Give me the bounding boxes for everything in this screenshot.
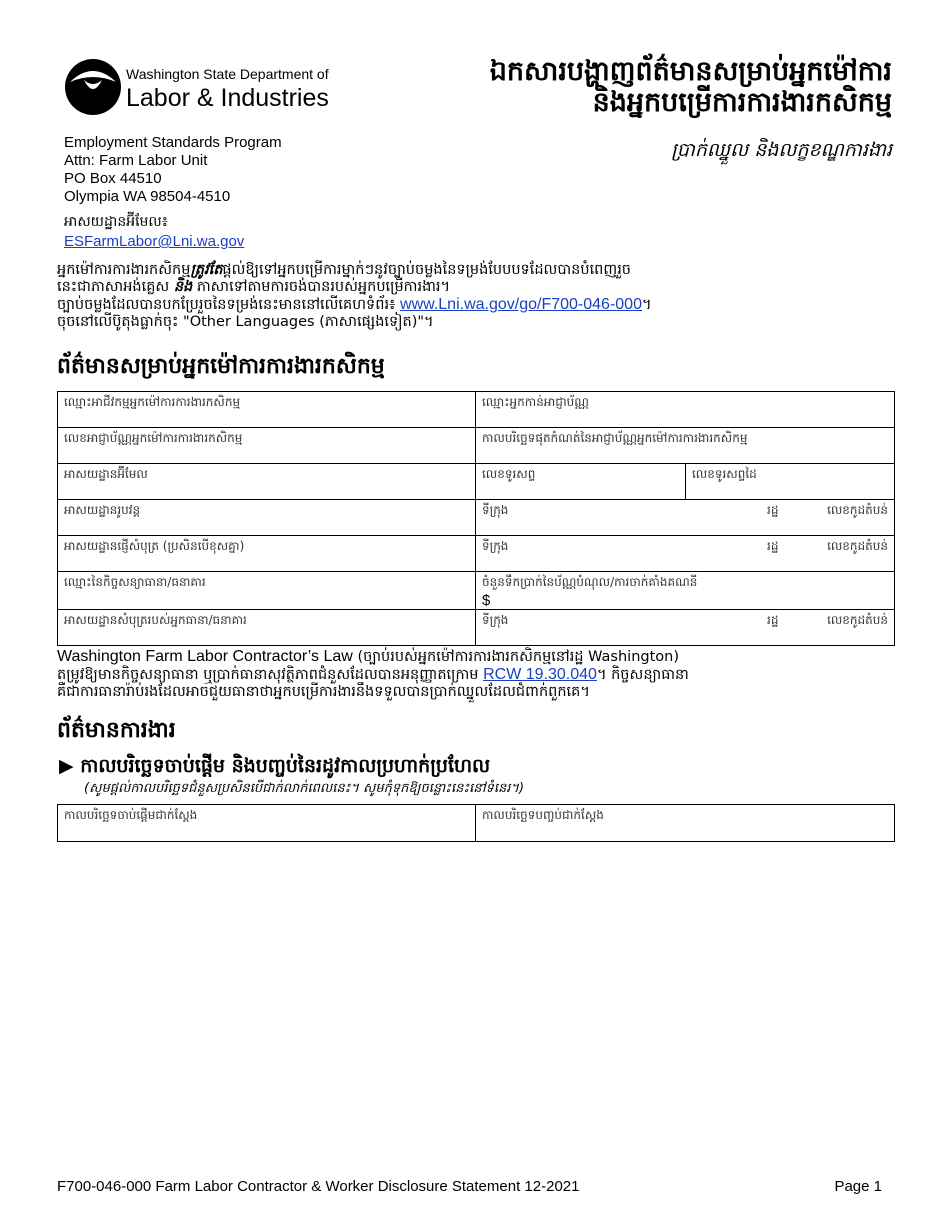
- dollar-sign: $: [482, 592, 491, 609]
- surety-address-field[interactable]: [58, 610, 476, 646]
- title-line-1: ឯកសារបង្ហាញព័ត៌មានសម្រាប់អ្នកម៉ៅការ: [489, 56, 892, 87]
- city-label: ទីក្រុង: [482, 503, 509, 517]
- license-expiration-field[interactable]: [476, 428, 895, 464]
- zip-label: លេខកូដតំបន់: [827, 503, 888, 517]
- zip-label: លេខកូដតំបន់: [827, 613, 888, 627]
- license-number-field[interactable]: [58, 428, 476, 464]
- field-label: លេខទូរសព្ទដៃ: [692, 467, 757, 481]
- field-label: កាលបរិច្ឆេទផុតកំណត់នៃអាជ្ញាប័ណ្ណអ្នកម៉ៅការការងារកសិកម្ម: [482, 431, 748, 445]
- address-line: Olympia WA 98504-4510: [64, 188, 231, 205]
- rcw-link[interactable]: RCW 19.30.040: [483, 666, 597, 683]
- email-link[interactable]: ESFarmLabor@Lni.wa.gov: [64, 233, 245, 250]
- email-block: [64, 212, 244, 252]
- business-name-field[interactable]: [58, 392, 476, 428]
- table-row: [58, 500, 895, 536]
- field-label: លេខទូរសព្ទ: [482, 467, 536, 481]
- physical-address-field[interactable]: [58, 500, 476, 536]
- table-row: [58, 392, 895, 428]
- field-label: កាលបរិច្ឆេទចាប់ផ្តើមជាក់ស្តែង: [64, 808, 198, 822]
- title-line-2: និងអ្នកបម្រើការការងារកសិកម្ម: [592, 87, 892, 118]
- surety-name-field[interactable]: [58, 572, 476, 610]
- field-label: ឈ្មោះនៃកិច្ចសន្យាធានា/ធនាគារ: [64, 575, 206, 589]
- intro-and-emphasis: និង: [173, 279, 193, 295]
- city-label: ទីក្រុង: [482, 539, 509, 553]
- season-dates-heading: [59, 754, 490, 782]
- zip-label: លេខកូដតំបន់: [827, 539, 888, 553]
- phone-field[interactable]: [476, 464, 686, 500]
- contractor-info-table: [57, 391, 895, 646]
- address-line: Attn: Farm Labor Unit: [64, 152, 208, 169]
- season-dates-title: កាលបរិច្ឆេទចាប់ផ្តើម និងបញ្ចប់នៃរដូវកាលប្រហាក់ប្រហែល: [80, 755, 491, 777]
- intro-paragraph: [57, 262, 897, 331]
- intro-text: ចុចនៅលើប៊ូតុងធ្លាក់ចុះ "Other Languages (ភាសាផ្សេងទៀត)"។: [57, 314, 434, 330]
- mailing-address-block: [64, 134, 282, 206]
- lni-logo-mark-icon: [62, 54, 124, 120]
- law-text: (ច្បាប់របស់អ្នកម៉ៅការការងារកសិកម្មនៅរដ្ឋ Washington): [357, 649, 679, 665]
- contractor-section-heading: ព័ត៌មានសម្រាប់អ្នកម៉ៅការការងារកសិកម្ម: [57, 354, 385, 379]
- field-label: អាសយដ្ឋានសំបុត្ររបស់អ្នកធានា/ធនាគារ: [64, 613, 247, 627]
- start-date-field[interactable]: [58, 805, 476, 842]
- job-section-heading: ព័ត៌មានការងារ: [57, 718, 176, 743]
- end-date-field[interactable]: [476, 805, 895, 842]
- season-dates-table: [57, 804, 895, 842]
- intro-text: នេះជាភាសាអង់គ្លេស: [57, 279, 170, 295]
- field-label: ឈ្មោះអ្នកកាន់អាជ្ញាប័ណ្ណ: [482, 395, 589, 409]
- logo-agency-name: Labor & Industries: [126, 84, 329, 112]
- bond-amount-field[interactable]: [476, 572, 895, 610]
- state-label: រដ្ឋ: [767, 613, 779, 627]
- field-label: អាសយដ្ឋានអ៊ីមែល: [64, 467, 148, 481]
- lni-logo: [62, 54, 332, 120]
- table-row: [58, 428, 895, 464]
- law-text: គឺជាការធានារ៉ាប់រងដែលអាចជួយធានាថាអ្នកបម្រើការងារនឹងទទួលបានប្រាក់ឈ្នួលដែលជំពាក់ពួកគេ។: [57, 684, 590, 700]
- document-subtitle: ប្រាក់ឈ្នួល និងលក្ខខណ្ឌការងារ: [671, 139, 892, 161]
- field-label: ឈ្មោះអាជីវកម្មអ្នកម៉ៅការការងារកសិកម្ម: [64, 395, 241, 409]
- field-label: អាសយដ្ឋានរូបវន្ត: [64, 503, 141, 517]
- law-text: ។ កិច្ចសន្យាធានា: [596, 667, 689, 683]
- address-line: PO Box 44510: [64, 170, 162, 187]
- email-field[interactable]: [58, 464, 476, 500]
- intro-text: អ្នកម៉ៅការការងារកសិកម្ម: [57, 262, 191, 278]
- intro-text: ភាសាទៅតាមការចង់បានរបស់អ្នកបម្រើការងារ។: [196, 279, 451, 295]
- intro-text: ច្បាប់ចម្លងដែលបានបកប្រែរួចនៃទម្រង់នេះមាននៅលើគេហទំព័រ៖: [57, 297, 396, 313]
- document-title: [372, 56, 892, 118]
- table-row: [58, 805, 895, 842]
- field-label: លេខអាជ្ញាប័ណ្ណអ្នកម៉ៅការការងារកសិកម្ម: [64, 431, 243, 445]
- law-name: Washington Farm Labor Contractor’s Law: [57, 648, 353, 665]
- mailing-city-state-zip-field[interactable]: [476, 536, 895, 572]
- mailing-address-field[interactable]: [58, 536, 476, 572]
- field-label: អាសយដ្ឋានផ្ញើសំបុត្រ (ប្រសិនបើខុសគ្នា): [64, 539, 245, 553]
- table-row: [58, 464, 895, 500]
- table-row: [58, 572, 895, 610]
- table-row: [58, 536, 895, 572]
- law-note-paragraph: [57, 648, 897, 701]
- triangle-arrow-icon: ▶: [59, 755, 74, 777]
- season-dates-note: (សូមផ្តល់កាលបរិច្ឆេទជំនួសប្រសិនបើជាក់លាក់ពេលនេះ។ សូមកុំទុកឱ្យចន្លោះនេះនៅទំនេរ។): [84, 781, 525, 796]
- mobile-field[interactable]: [686, 464, 895, 500]
- logo-department-text: Washington State Department of: [126, 66, 329, 82]
- intro-text: ។: [641, 297, 652, 313]
- city-label: ទីក្រុង: [482, 613, 509, 627]
- table-row: [58, 610, 895, 646]
- field-label: កាលបរិច្ឆេទបញ្ចប់ជាក់ស្តែង: [482, 808, 604, 822]
- email-label: អាសយដ្ឋានអ៊ីមែល៖: [64, 214, 168, 230]
- law-text: តម្រូវឱ្យមានកិច្ចសន្យាធានា ឬប្រាក់ធានាសុវត្ថិភាពជំនួសដែលបានអនុញ្ញាតក្រោម: [57, 667, 479, 683]
- state-label: រដ្ឋ: [767, 503, 779, 517]
- footer-form-id: F700-046-000 Farm Labor Contractor & Worker Disclosure Statement 12-2021: [57, 1178, 580, 1195]
- intro-text: ផ្តល់ឱ្យទៅអ្នកបម្រើការម្នាក់ៗនូវច្បាប់ចម្លងនៃទម្រង់បែបបទដែលបានបំពេញរួច: [222, 262, 631, 278]
- intro-must-emphasis: ត្រូវតែ: [190, 262, 223, 278]
- physical-city-state-zip-field[interactable]: [476, 500, 895, 536]
- address-line: Employment Standards Program: [64, 134, 282, 151]
- footer-page-number: Page 1: [834, 1178, 882, 1195]
- license-holder-field[interactable]: [476, 392, 895, 428]
- field-label: ចំនួនទឹកប្រាក់នៃប័ណ្ណបំណុល/ការចាក់គាំងគណនី: [482, 575, 698, 589]
- translations-link[interactable]: www.Lni.wa.gov/go/F700-046-000: [400, 296, 642, 313]
- surety-city-state-zip-field[interactable]: [476, 610, 895, 646]
- state-label: រដ្ឋ: [767, 539, 779, 553]
